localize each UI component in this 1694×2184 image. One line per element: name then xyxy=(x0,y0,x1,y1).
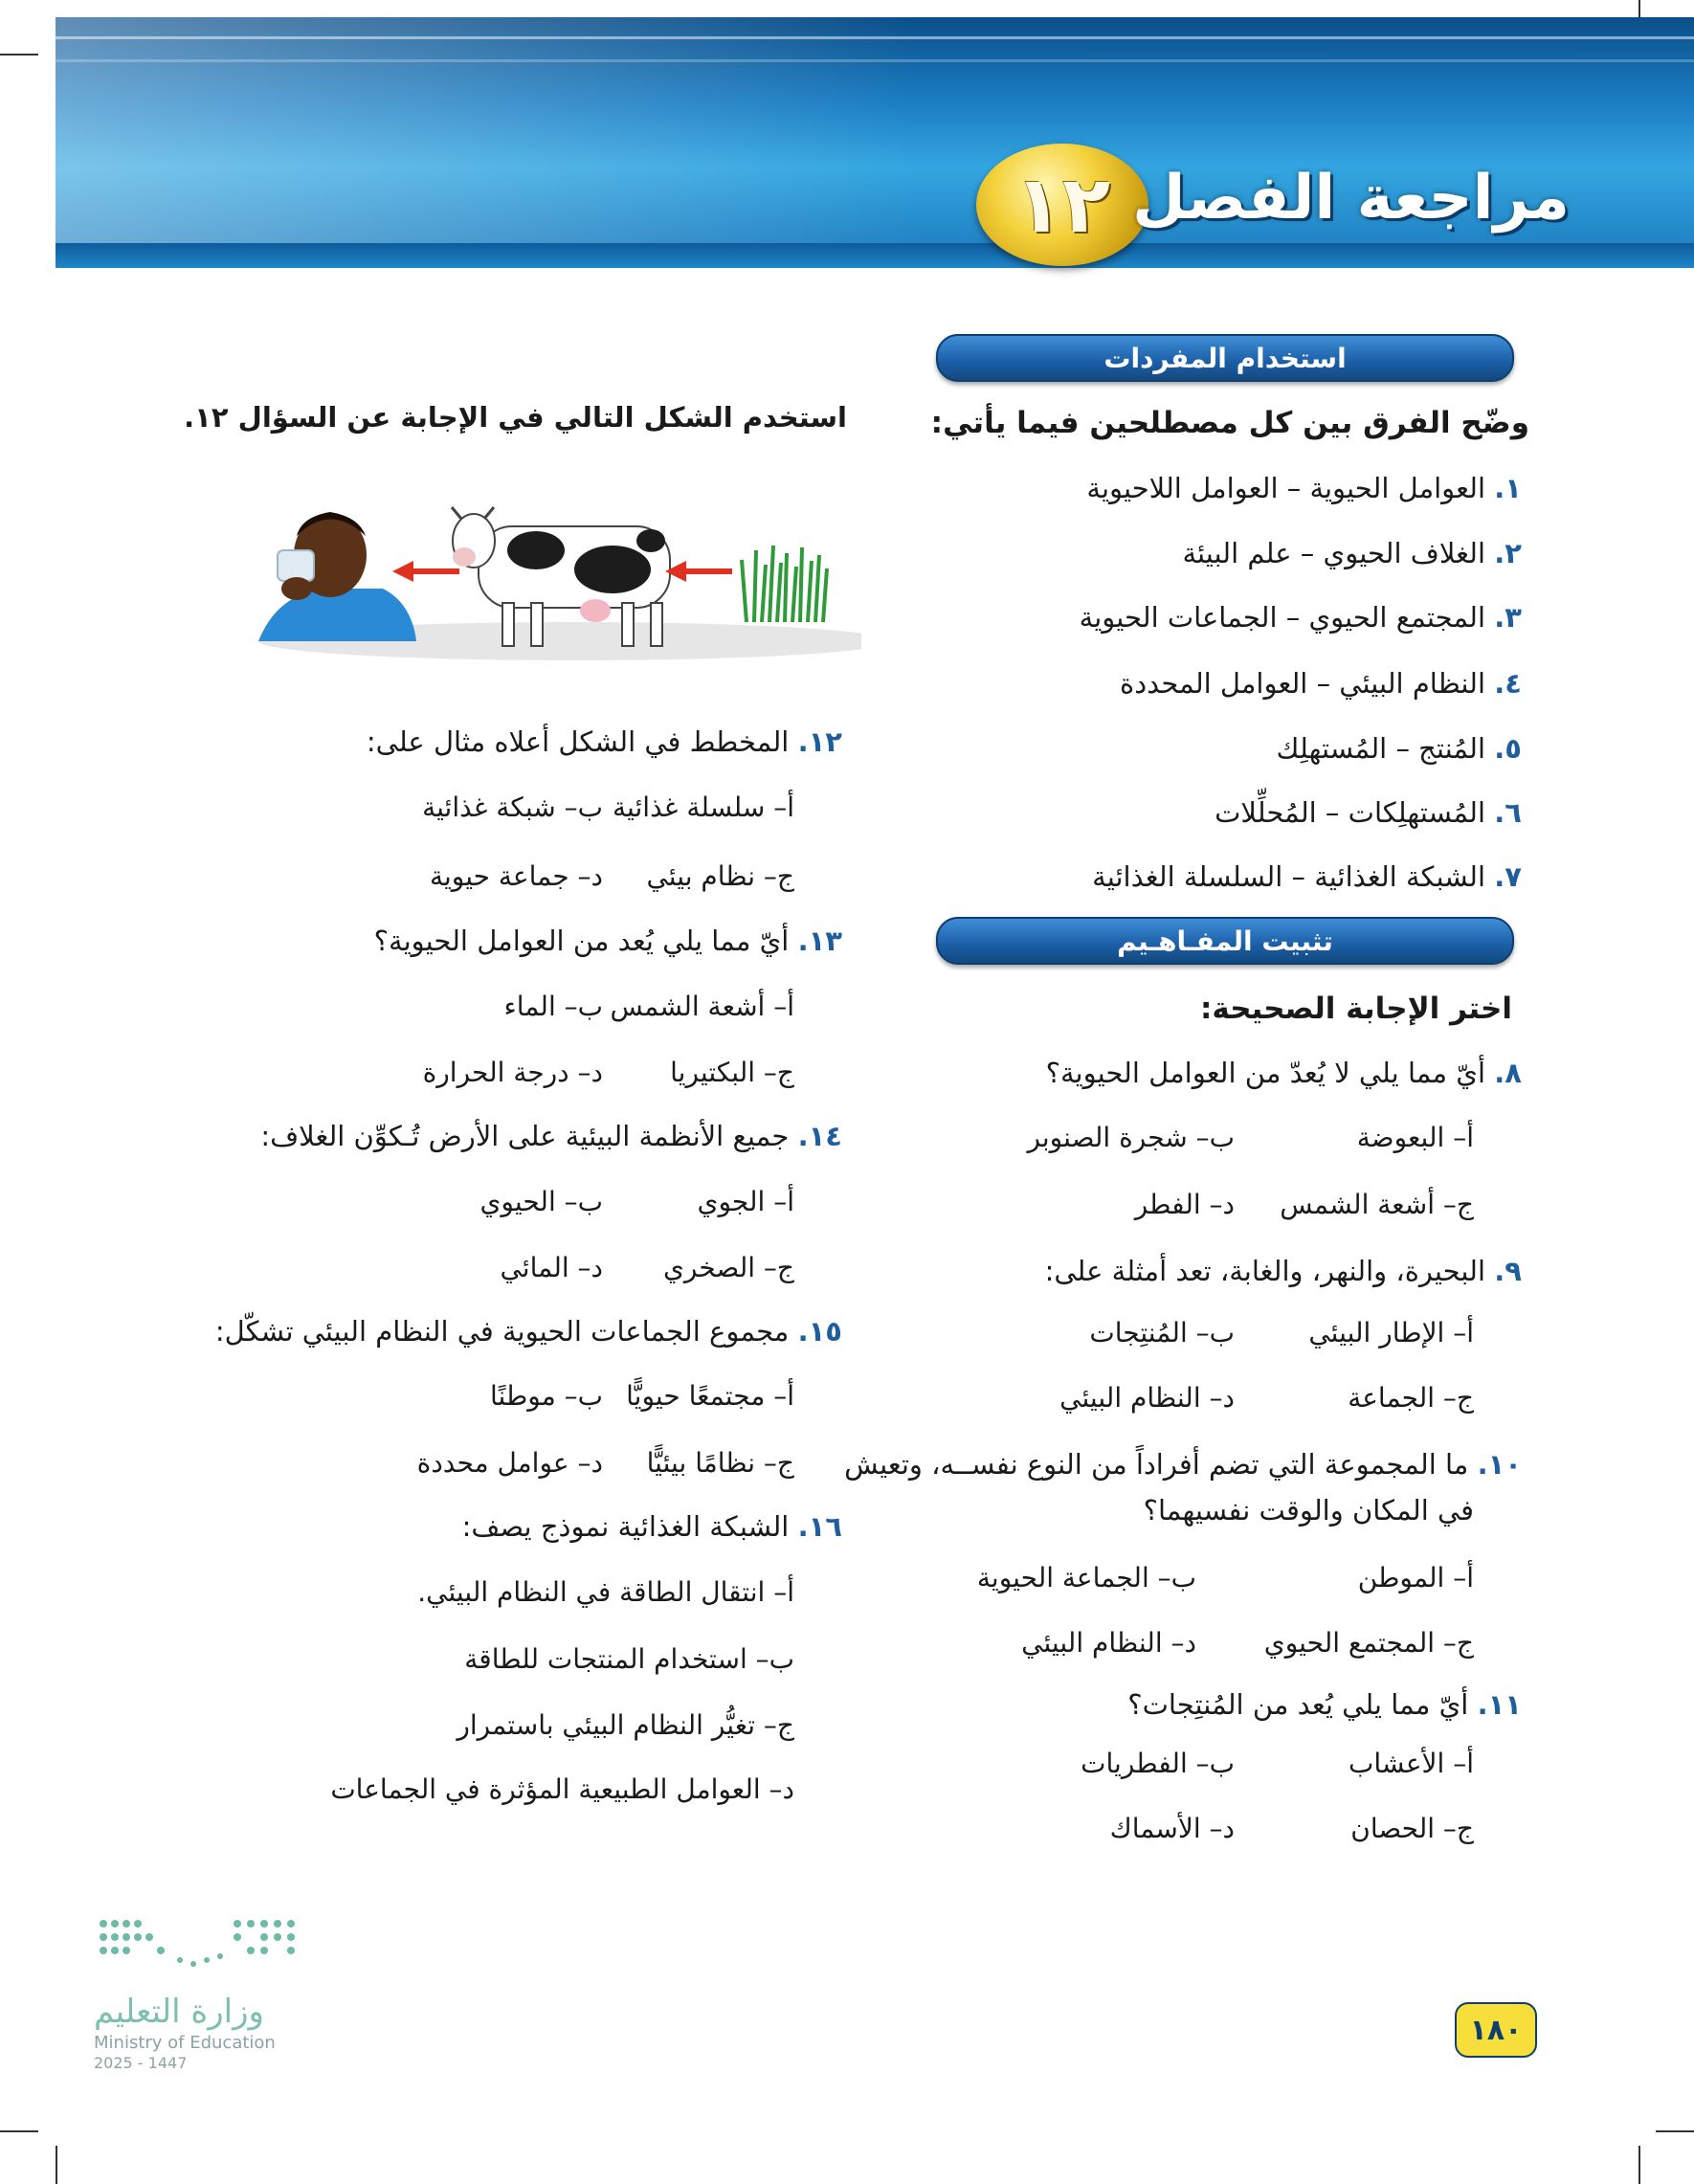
option-c[interactable]: ج– نظامًا بيئيًّا xyxy=(646,1447,794,1479)
concepts-section-label-text: تثبيت المفـاهـيم xyxy=(1117,925,1333,957)
vocab-item xyxy=(1277,731,1522,768)
question-14 xyxy=(260,1119,842,1155)
crop-mark xyxy=(0,2130,38,2132)
option-a[interactable]: أ– سلسلة غذائية xyxy=(613,791,794,823)
vocab-item-text: العوامل الحيوية – العوامل اللاحيوية xyxy=(1086,472,1486,504)
banner-rule xyxy=(56,59,1694,62)
question-number: ٩. xyxy=(1494,1255,1522,1287)
vocab-instruction: وضّح الفرق بين كل مصطلحين فيما يأتي: xyxy=(930,406,1529,440)
vocab-item-text: الغلاف الحيوي – علم البيئة xyxy=(1182,537,1486,569)
option-c[interactable]: ج– نظام بيئي xyxy=(646,860,794,892)
question-number: ٨. xyxy=(1494,1057,1522,1089)
option-a[interactable]: أ– الإطار البيئي xyxy=(1308,1317,1474,1348)
option-d[interactable]: د– الأسماك xyxy=(1109,1813,1235,1844)
ministry-year: 2025 - 1447 xyxy=(94,2054,188,2072)
figure-prompt: استخدم الشكل التالي في الإجابة عن السؤال ١٢. xyxy=(184,401,847,434)
banner-bottom-band xyxy=(56,243,1694,268)
vocab-item-text: النظام البيئي – العوامل المحددة xyxy=(1120,667,1486,700)
question-16 xyxy=(462,1509,842,1546)
chapter-title: مراجعة الفصل xyxy=(1132,163,1570,234)
concepts-section-label xyxy=(936,917,1514,965)
question-text: أيّ مما يلي لا يُعدّ من العوامل الحيوية؟ xyxy=(1045,1057,1486,1089)
vocab-item-text: الشبكة الغذائية – السلسلة الغذائية xyxy=(1092,860,1486,893)
question-12 xyxy=(367,724,842,761)
vocab-item-number: ١. xyxy=(1494,472,1522,504)
question-8 xyxy=(1046,1056,1522,1092)
vocab-item-number: ٦. xyxy=(1494,796,1522,829)
ministry-name-ar: وزارة التعليم xyxy=(94,1993,264,2031)
option-a[interactable]: أ– انتقال الطاقة في النظام البيئي. xyxy=(417,1576,794,1608)
vocab-item-number: ٥. xyxy=(1494,732,1522,765)
option-d[interactable]: د– الفطر xyxy=(1134,1189,1235,1220)
option-b[interactable]: ب– استخدام المنتجات للطاقة xyxy=(464,1643,794,1675)
question-text: المخطط في الشكل أعلاه مثال على: xyxy=(366,725,790,758)
question-text: جميع الأنظمة البيئية على الأرض تُـكوِّن الغلاف: xyxy=(260,1120,790,1152)
vocab-item-text: المجتمع الحيوي – الجماعات الحيوية xyxy=(1079,601,1486,634)
arrow-left-icon xyxy=(665,561,732,582)
question-10-line2: في المكان والوقت نفسيهما؟ xyxy=(1143,1494,1474,1527)
vocab-item xyxy=(1120,666,1522,702)
option-a[interactable]: أ– الجوي xyxy=(697,1186,794,1217)
ministry-logo xyxy=(94,1914,314,2072)
option-d[interactable]: د– العوامل الطبيعية المؤثرة في الجماعات xyxy=(330,1773,794,1805)
option-d[interactable]: د– درجة الحرارة xyxy=(422,1057,603,1088)
question-13 xyxy=(374,924,842,960)
vocab-item xyxy=(1182,536,1522,572)
vocab-item-number: ٧. xyxy=(1494,860,1522,893)
arrow-left-icon xyxy=(392,561,459,582)
question-10 xyxy=(844,1447,1522,1483)
option-a[interactable]: أ– الأعشاب xyxy=(1348,1748,1474,1779)
option-b[interactable]: ب– الفطريات xyxy=(1081,1748,1235,1779)
option-c[interactable]: ج– تغيُّر النظام البيئي باستمرار xyxy=(457,1709,794,1741)
option-b[interactable]: ب– الحيوي xyxy=(479,1186,603,1217)
option-d[interactable]: د– جماعة حيوية xyxy=(429,860,603,892)
vocab-item-number: ٢. xyxy=(1494,537,1522,569)
boy-drinking-illustration xyxy=(258,512,416,641)
banner-sheen xyxy=(56,17,917,268)
page-number: ١٨٠ xyxy=(1455,2002,1537,2058)
concepts-instruction: اختر الإجابة الصحيحة: xyxy=(1200,992,1512,1026)
question-number: ١٠. xyxy=(1477,1448,1522,1481)
option-a[interactable]: أ– أشعة الشمس xyxy=(610,991,794,1022)
question-number: ١٣. xyxy=(797,925,842,957)
vocab-item-text: المُستهلِكات – المُحلِّلات xyxy=(1215,796,1486,829)
option-b[interactable]: ب– الماء xyxy=(503,991,603,1022)
option-d[interactable]: د– النظام البيئي xyxy=(1059,1382,1235,1414)
question-text: أيّ مما يلي يُعد من المُنتِجات؟ xyxy=(1127,1688,1469,1721)
option-b[interactable]: ب– موطنًا xyxy=(490,1380,603,1412)
vocab-item xyxy=(1215,795,1522,832)
crop-mark xyxy=(56,2146,57,2184)
question-text: الشبكة الغذائية نموذج يصف: xyxy=(461,1510,790,1543)
option-a[interactable]: أ– البعوضة xyxy=(1356,1122,1474,1153)
question-number: ١٤. xyxy=(797,1120,842,1152)
vocab-item xyxy=(1080,600,1522,636)
vocab-item-number: ٣. xyxy=(1494,601,1522,634)
vocab-item-text: المُنتج – المُستهلِك xyxy=(1276,732,1486,765)
vocab-item xyxy=(1086,471,1522,507)
vocab-item xyxy=(1092,859,1522,896)
option-c[interactable]: ج– أشعة الشمس xyxy=(1280,1189,1474,1220)
question-number: ١٦. xyxy=(797,1510,842,1543)
question-11 xyxy=(1127,1687,1522,1724)
option-d[interactable]: د– عوامل محددة xyxy=(416,1447,603,1479)
option-d[interactable]: د– النظام البيئي xyxy=(1021,1627,1196,1659)
option-a[interactable]: أ– الموطن xyxy=(1357,1562,1474,1593)
option-b[interactable]: ب– شبكة غذائية xyxy=(422,791,603,823)
option-b[interactable]: ب– الجماعة الحيوية xyxy=(976,1562,1196,1593)
option-c[interactable]: ج– الجماعة xyxy=(1348,1382,1474,1414)
option-c[interactable]: ج– الحصان xyxy=(1350,1813,1474,1844)
option-c[interactable]: ج– الصخري xyxy=(662,1252,794,1283)
banner-rule xyxy=(56,36,1694,39)
chapter-number: ١٢ xyxy=(1014,159,1111,251)
option-d[interactable]: د– المائي xyxy=(500,1252,603,1283)
question-text: البحيرة، والنهر، والغابة، تعد أمثلة على: xyxy=(1044,1255,1486,1287)
option-b[interactable]: ب– شجرة الصنوبر xyxy=(1027,1122,1235,1153)
ministry-name-en: Ministry of Education xyxy=(94,2033,276,2053)
question-number: ١١. xyxy=(1477,1688,1522,1721)
option-c[interactable]: ج– البكتيريا xyxy=(670,1057,794,1088)
vocab-section-label xyxy=(936,334,1514,382)
question-text: ما المجموعة التي تضم أفراداً من النوع نفســه، وتعيش xyxy=(844,1448,1469,1481)
crop-mark xyxy=(1638,2146,1640,2184)
question-number: ١٢. xyxy=(797,725,842,758)
vocab-item-number: ٤. xyxy=(1494,667,1522,700)
chapter-number-badge xyxy=(976,144,1148,266)
ministry-logo-dots-icon xyxy=(94,1914,314,1981)
question-text: أيّ مما يلي يُعد من العوامل الحيوية؟ xyxy=(373,925,790,957)
food-chain-figure xyxy=(258,498,861,660)
vocab-section-label-text: استخدام المفردات xyxy=(1103,342,1347,374)
question-9 xyxy=(1045,1254,1522,1290)
option-c[interactable]: ج– المجتمع الحيوي xyxy=(1263,1627,1474,1659)
option-a[interactable]: أ– مجتمعًا حيويًّا xyxy=(626,1380,794,1412)
crop-mark xyxy=(1656,2130,1694,2132)
option-b[interactable]: ب– المُنتِجات xyxy=(1089,1317,1235,1348)
question-number: ١٥. xyxy=(797,1315,842,1348)
question-text: مجموع الجماعات الحيوية في النظام البيئي تشكّل: xyxy=(214,1315,790,1348)
question-15 xyxy=(215,1314,842,1350)
grass-illustration xyxy=(742,546,827,622)
crop-mark xyxy=(0,54,38,56)
